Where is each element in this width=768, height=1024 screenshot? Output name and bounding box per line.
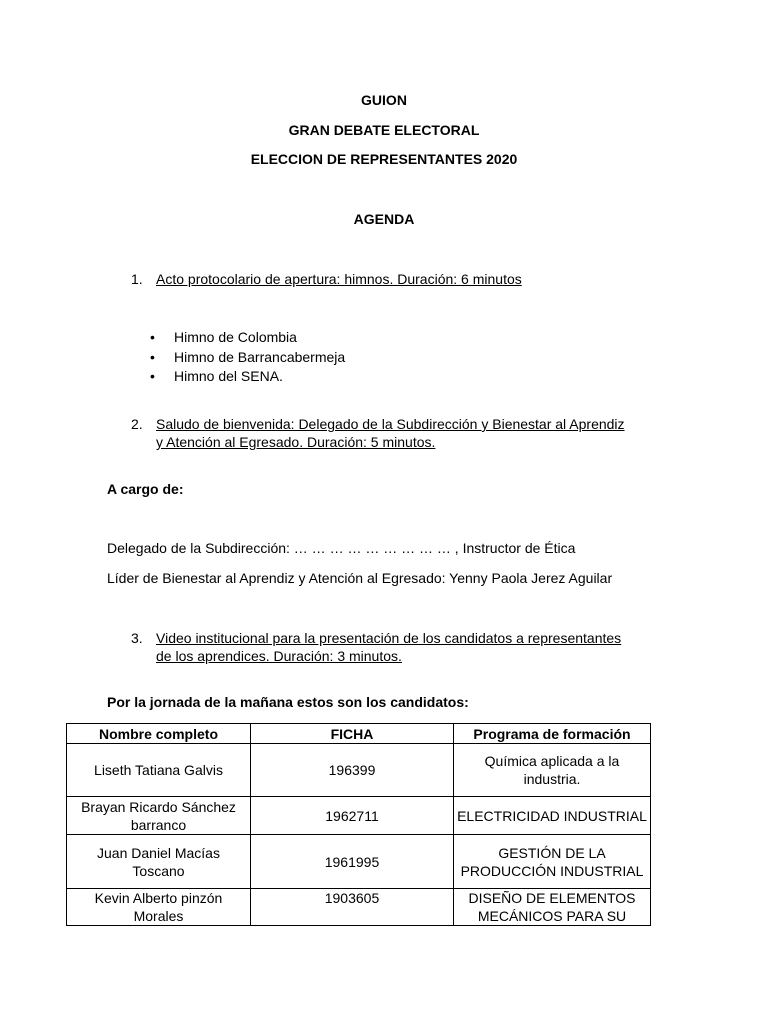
table-row (67, 889, 651, 926)
cell-ficha: 1962711 (251, 797, 454, 835)
agenda-item-text: Acto protocolario de apertura: himnos. Duración: 6 minutos (156, 271, 522, 287)
column-header-programa: Programa de formación (454, 724, 651, 744)
cell-name: Kevin Alberto pinzón Morales (67, 889, 251, 926)
agenda-item-number: 2. (131, 416, 143, 432)
agenda-item-2 (131, 415, 671, 455)
cell-programa: Química aplicada a la industria. (454, 744, 651, 797)
lider-line: Líder de Bienestar al Aprendiz y Atención al Egresado: Yenny Paola Jerez Aguilar (107, 570, 613, 586)
column-header-name: Nombre completo (67, 724, 251, 744)
list-item: • Himno de Colombia (150, 328, 345, 348)
cell-name: Brayan Ricardo Sánchez barranco (67, 797, 251, 835)
hymn-list (150, 328, 345, 387)
cell-ficha: 1961995 (251, 835, 454, 889)
doc-title-debate: GRAN DEBATE ELECTORAL (288, 122, 480, 138)
cell-ficha: 1903605 (251, 889, 454, 926)
agenda-item-text-line: Saludo de bienvenida: Delegado de la Subdirección y Bienestar al Aprendiz (156, 416, 625, 432)
cell-ficha: 196399 (251, 744, 454, 797)
candidates-table (66, 723, 651, 926)
cell-programa: GESTIÓN DE LA PRODUCCIÓN INDUSTRIAL (454, 835, 651, 889)
agenda-item-text-line: Video institucional para la presentación de los candidatos a representantes (156, 630, 622, 646)
agenda-item-text (156, 415, 671, 451)
agenda-item-number: 3. (131, 630, 143, 646)
column-header-ficha: FICHA (251, 724, 454, 744)
cell-name: Liseth Tatiana Galvis (67, 744, 251, 797)
jornada-heading: Por la jornada de la mañana estos son los candidatos: (107, 694, 469, 710)
table-row (67, 797, 651, 835)
doc-title-guion: GUION (361, 92, 407, 108)
agenda-item-1 (131, 270, 671, 290)
list-item: • Himno de Barrancabermeja (150, 348, 345, 368)
cell-programa: ELECTRICIDAD INDUSTRIAL (454, 797, 651, 835)
agenda-item-3 (131, 629, 671, 669)
cell-name: Juan Daniel Macías Toscano (67, 835, 251, 889)
delegado-line: Delegado de la Subdirección: … … … … … … … … … , Instructor de Ética (107, 540, 576, 556)
doc-title-eleccion: ELECCION DE REPRESENTANTES 2020 (250, 151, 518, 167)
table-header-row (67, 724, 651, 744)
cell-programa: DISEÑO DE ELEMENTOS MECÁNICOS PARA SU (454, 889, 651, 926)
table-row (67, 835, 651, 889)
list-item: • Himno del SENA. (150, 367, 345, 387)
a-cargo-heading: A cargo de: (107, 481, 184, 497)
agenda-item-text-line: de los aprendices. Duración: 3 minutos. (156, 648, 402, 664)
agenda-item-number: 1. (131, 271, 143, 287)
agenda-item-text (156, 629, 671, 665)
agenda-item-text-line: y Atención al Egresado. Duración: 5 minutos. (156, 434, 436, 450)
table-row (67, 744, 651, 797)
agenda-heading: AGENDA (353, 211, 415, 227)
